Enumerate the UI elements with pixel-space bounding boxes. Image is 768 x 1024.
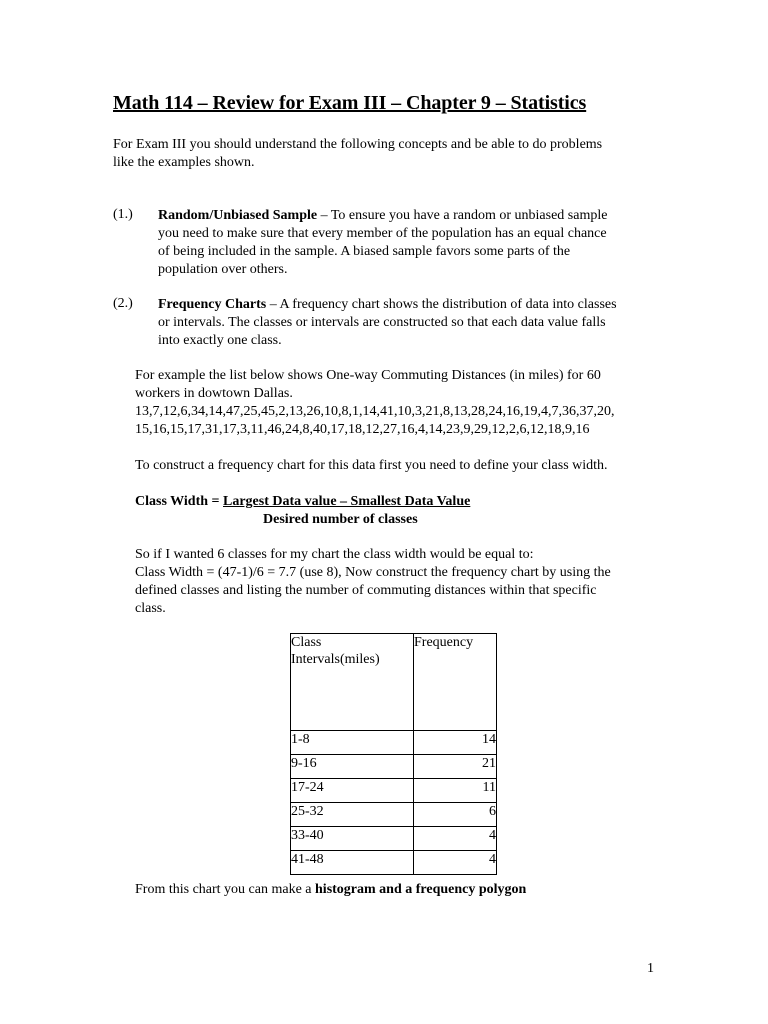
interval-cell: 41-48 <box>291 851 414 875</box>
frequency-cell: 11 <box>414 779 497 803</box>
footer-text: From this chart you can make a <box>135 882 316 897</box>
header-text: Intervals(miles) <box>291 652 380 667</box>
item-number: (1.) <box>113 207 133 222</box>
item2-heading: Frequency Charts <box>158 297 267 312</box>
data-list: 13,7,12,6,34,14,47,25,45,2,13,26,10,8,1,14,41,10,3,21,8,13,28,24,16,19,4,7,36,37,20, <box>135 404 615 419</box>
item1-heading: Random/Unbiased Sample <box>158 208 318 223</box>
example-paragraph <box>135 367 675 439</box>
item2-text: into exactly one class. <box>158 333 282 348</box>
frequency-cell: 14 <box>414 731 497 755</box>
formula-numerator: Largest Data value – Smallest Data Value <box>223 494 471 509</box>
item1-body <box>158 207 678 279</box>
intro-paragraph <box>113 136 673 172</box>
item1-text: you need to make sure that every member of the population has an equal chance <box>158 226 607 241</box>
calc-line: class. <box>135 601 166 616</box>
interval-cell: 9-16 <box>291 755 414 779</box>
frequency-cell: 4 <box>414 851 497 875</box>
intro-line: like the examples shown. <box>113 155 255 170</box>
frequency-cell: 21 <box>414 755 497 779</box>
example-line: For example the list below shows One-way Commuting Distances (in miles) for 60 <box>135 368 601 383</box>
item1-text: population over others. <box>158 262 288 277</box>
item2-body <box>158 296 678 350</box>
formula-label: Class Width = <box>135 494 223 509</box>
footer-bold-text: histogram and a frequency polygon <box>315 882 527 897</box>
frequency-cell: 4 <box>414 827 497 851</box>
example-line: workers in dowtown Dallas. <box>135 386 293 401</box>
interval-cell: 1-8 <box>291 731 414 755</box>
footer-paragraph <box>135 881 675 899</box>
interval-cell: 25-32 <box>291 803 414 827</box>
table-row <box>291 779 497 803</box>
frequency-table <box>290 633 497 875</box>
formula-denominator: Desired number of classes <box>263 512 418 527</box>
item2-text: or intervals. The classes or intervals are constructed so that each data value falls <box>158 315 606 330</box>
table-row <box>291 755 497 779</box>
table-row <box>291 731 497 755</box>
table-header-row <box>291 634 497 731</box>
class-width-formula <box>135 493 675 529</box>
intro-line: For Exam III you should understand the following concepts and be able to do problems <box>113 137 603 152</box>
header-text: Class <box>291 635 322 650</box>
item1-text: – To ensure you have a random or unbiased sample <box>317 208 608 223</box>
frequency-cell: 6 <box>414 803 497 827</box>
header-frequency: Frequency <box>414 634 497 731</box>
calc-line: defined classes and listing the number of commuting distances within that specific <box>135 583 597 598</box>
calc-paragraph <box>135 546 675 618</box>
page-title: Math 114 – Review for Exam III – Chapter 9 – Statistics <box>113 92 587 114</box>
page-number: 1 <box>647 961 654 976</box>
interval-cell: 33-40 <box>291 827 414 851</box>
item2-text: – A frequency chart shows the distribution of data into classes <box>266 297 617 312</box>
item-number: (2.) <box>113 296 133 311</box>
item1-text: of being included in the sample. A biased sample favors some parts of the <box>158 244 571 259</box>
table-row <box>291 827 497 851</box>
calc-line: So if I wanted 6 classes for my chart the class width would be equal to: <box>135 547 534 562</box>
table-row <box>291 803 497 827</box>
interval-cell: 17-24 <box>291 779 414 803</box>
data-list: 15,16,15,17,31,17,3,11,46,24,8,40,17,18,12,27,16,4,14,23,9,29,12,2,6,12,18,9,16 <box>135 422 590 437</box>
calc-line: Class Width = (47-1)/6 = 7.7 (use 8), Now construct the frequency chart by using the <box>135 565 611 580</box>
header-class-intervals <box>291 634 414 731</box>
table-row <box>291 851 497 875</box>
construct-text: To construct a frequency chart for this data first you need to define your class width. <box>135 458 608 473</box>
